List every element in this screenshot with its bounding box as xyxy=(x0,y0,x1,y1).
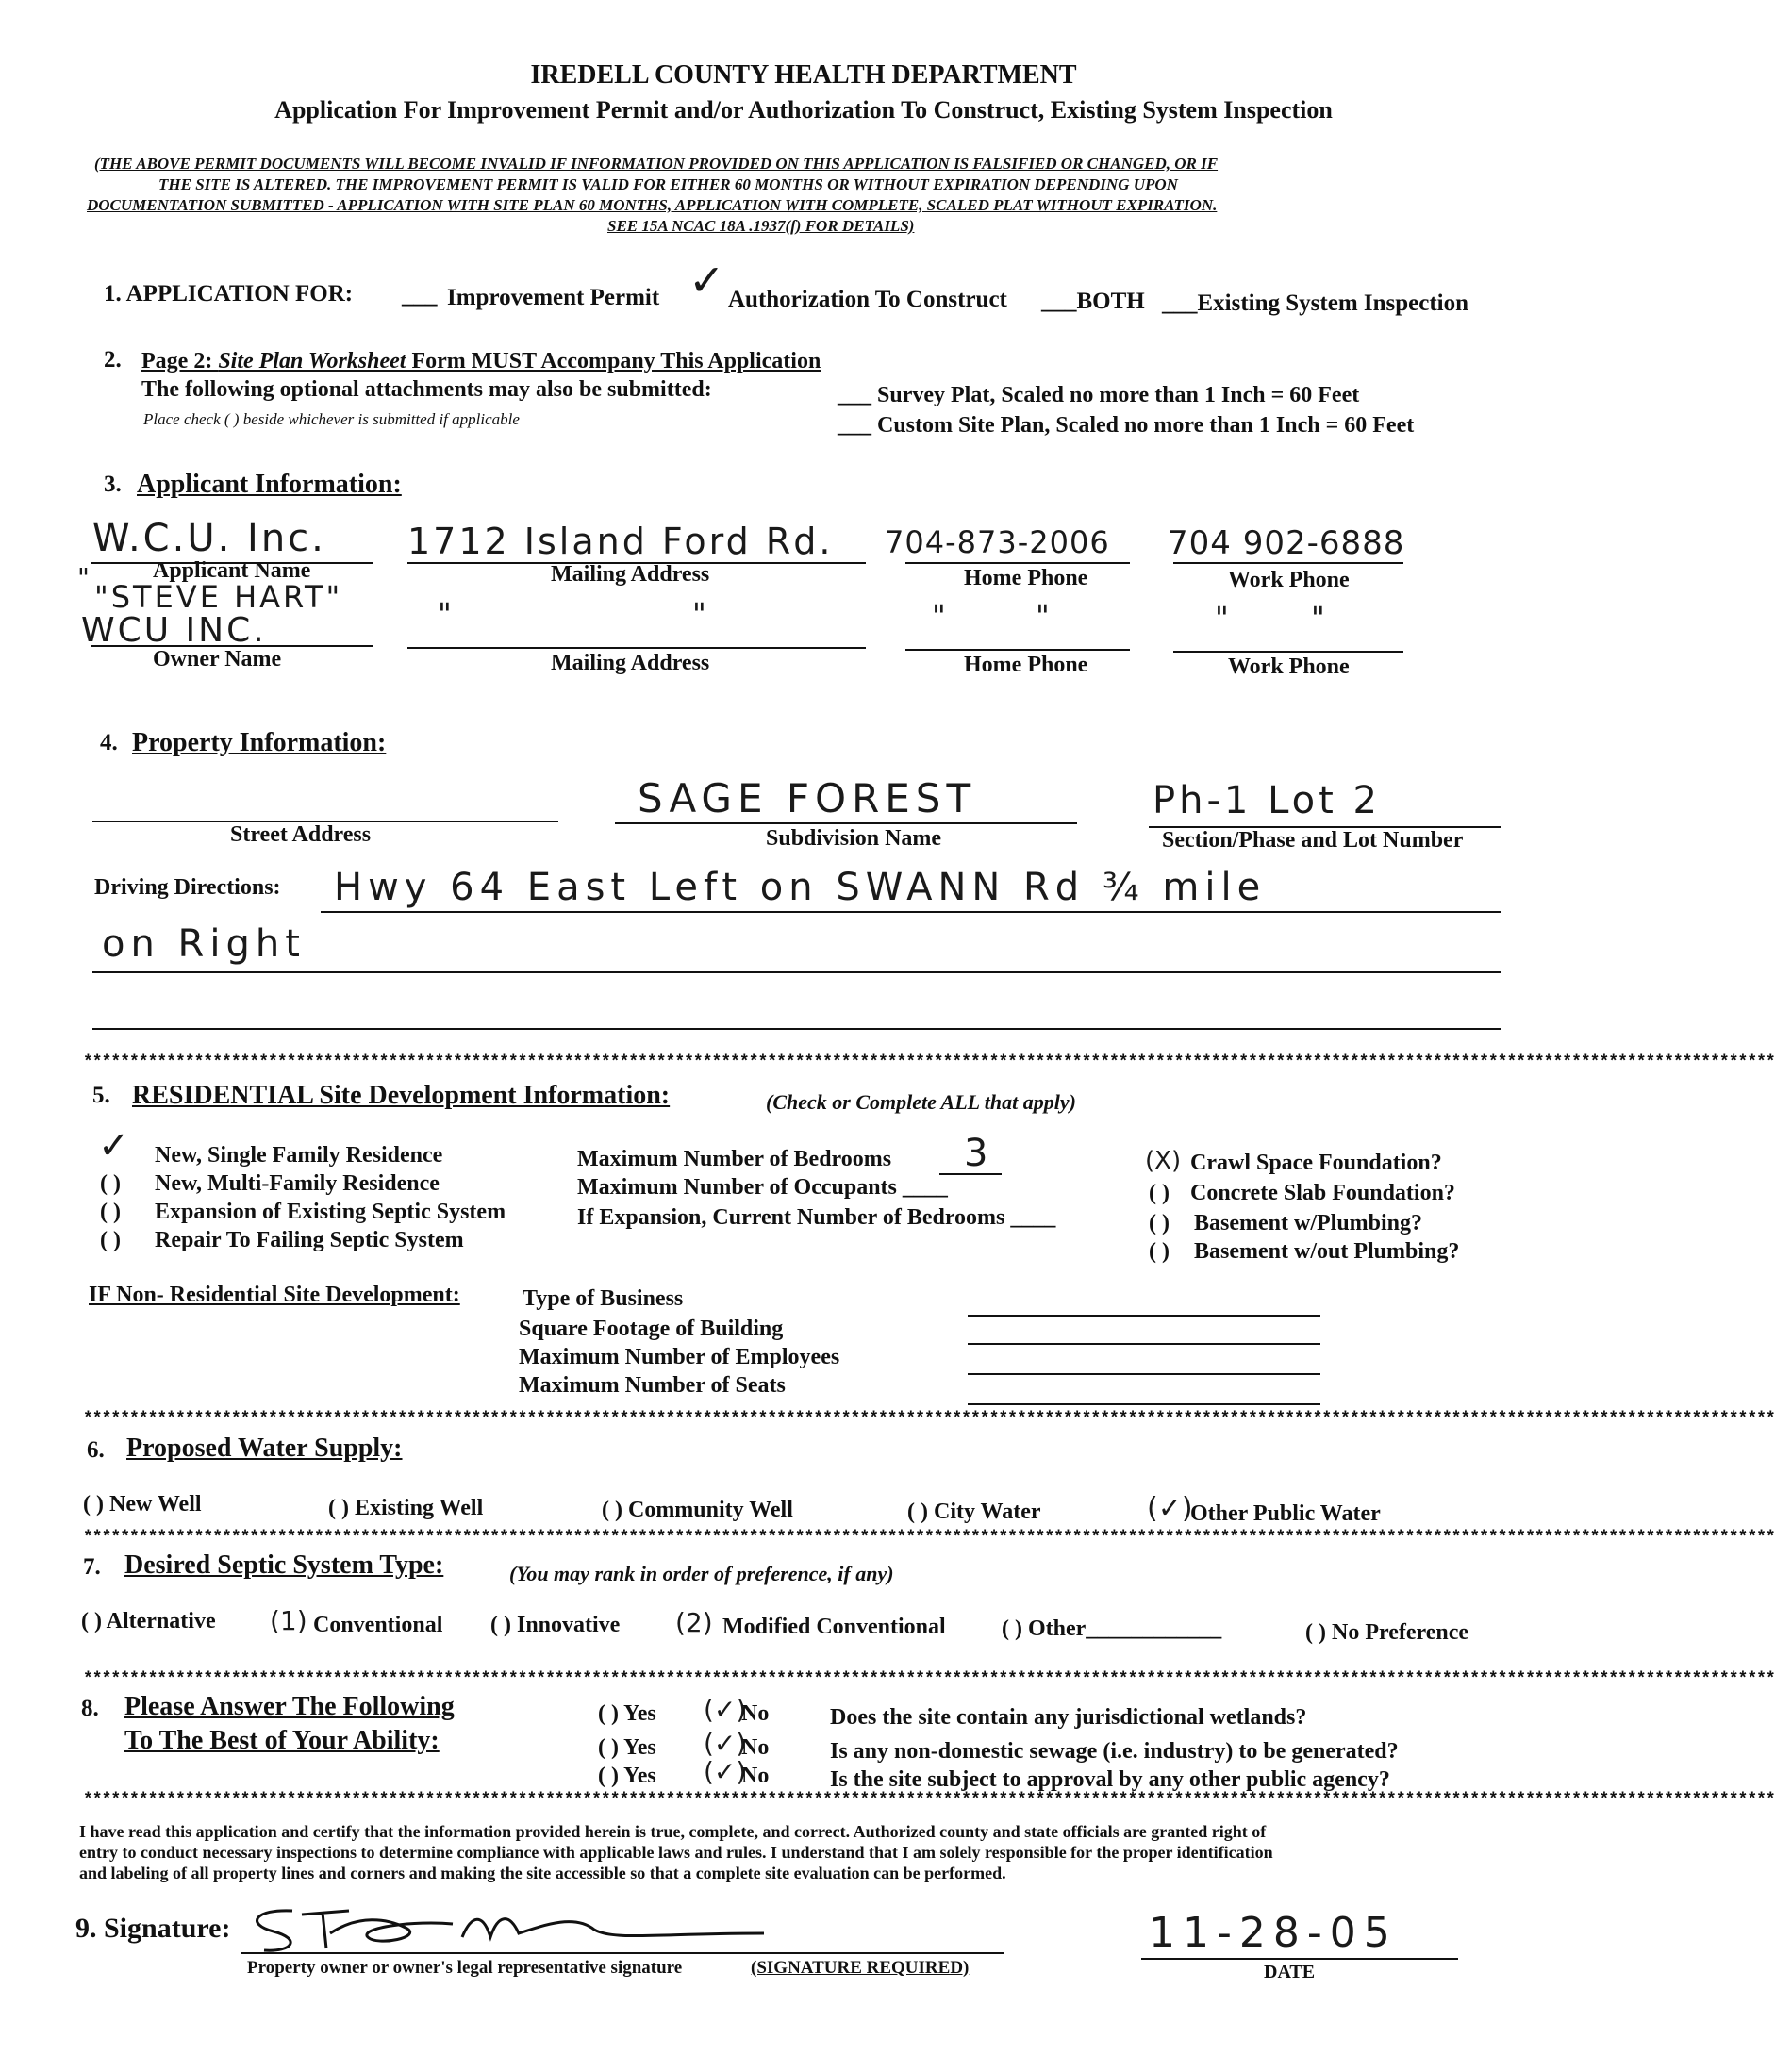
basement-no-plumbing-option: Basement w/out Plumbing? xyxy=(1194,1239,1460,1264)
no-preference-option[interactable]: ( ) No Preference xyxy=(1305,1620,1469,1645)
repair-checkbox[interactable]: ( ) xyxy=(100,1228,121,1252)
improvement-permit-option: Improvement Permit xyxy=(447,285,660,310)
multi-family-option: New, Multi-Family Residence xyxy=(155,1171,440,1196)
single-family-check[interactable]: ✓ xyxy=(98,1124,133,1168)
street-address-label: Street Address xyxy=(230,822,372,847)
owner-mailing-ditto-1: " xyxy=(438,596,455,632)
alternative-option[interactable]: ( ) Alternative xyxy=(81,1609,216,1633)
owner-home-phone-label: Home Phone xyxy=(964,653,1088,677)
max-seats-label: Maximum Number of Seats xyxy=(519,1373,786,1398)
sewage-no: No xyxy=(741,1735,770,1760)
mailing-address-value[interactable]: 1712 Island Ford Rd. xyxy=(407,521,834,562)
section-6-number: 6. xyxy=(87,1437,105,1463)
slab-option: Concrete Slab Foundation? xyxy=(1190,1181,1455,1205)
agency-no: No xyxy=(741,1764,770,1788)
certification-line-1: I have read this application and certify that the information provided herein is true, complete, and correct. Authorized county and state officials are granted right of xyxy=(79,1822,1267,1841)
applicant-contact-value[interactable]: "STEVE HART" xyxy=(94,579,343,615)
expansion-bedrooms-label[interactable]: If Expansion, Current Number of Bedrooms ____ xyxy=(577,1205,1056,1230)
existing-well-option[interactable]: ( ) Existing Well xyxy=(328,1496,484,1520)
non-residential-label: IF Non- Residential Site Development: xyxy=(89,1283,460,1307)
both-option[interactable]: ___BOTH xyxy=(1041,289,1145,314)
agency-question: Is the site subject to approval by any other public agency? xyxy=(830,1767,1390,1792)
conventional-option: Conventional xyxy=(313,1613,443,1637)
community-well-option[interactable]: ( ) Community Well xyxy=(602,1498,793,1522)
business-type-label: Type of Business xyxy=(523,1286,684,1311)
max-bedrooms-value[interactable]: 3 xyxy=(964,1132,991,1175)
septic-type-title: Desired Septic System Type: xyxy=(124,1550,444,1580)
driving-directions-value-2[interactable]: on Right xyxy=(102,922,306,966)
date-label: DATE xyxy=(1264,1962,1316,1982)
section-5-number: 5. xyxy=(92,1083,110,1108)
new-well-option[interactable]: ( ) New Well xyxy=(83,1492,202,1517)
square-footage-label: Square Footage of Building xyxy=(519,1317,784,1341)
owner-home-phone-ditto-1: " xyxy=(932,598,949,634)
agency-no-check[interactable]: (✓) xyxy=(704,1756,747,1787)
section-7-number: 7. xyxy=(83,1554,101,1580)
section-2-number: 2. xyxy=(104,347,122,373)
applicant-name-value[interactable]: W.C.U. Inc. xyxy=(92,517,326,560)
separator-2: *************************************************************************************************************************************************************************************** xyxy=(83,1410,1775,1429)
other-public-water-option: Other Public Water xyxy=(1190,1501,1381,1526)
property-info-title: Property Information: xyxy=(132,728,387,757)
date-value[interactable]: 11-28-05 xyxy=(1149,1909,1398,1957)
max-employees-label: Maximum Number of Employees xyxy=(519,1345,840,1369)
section-lot-value[interactable]: Ph-1 Lot 2 xyxy=(1153,779,1381,822)
max-bedrooms-label: Maximum Number of Bedrooms xyxy=(577,1147,892,1171)
owner-mailing-label: Mailing Address xyxy=(551,651,710,675)
sewage-question: Is any non-domestic sewage (i.e. industry) to be generated? xyxy=(830,1739,1399,1764)
expansion-checkbox[interactable]: ( ) xyxy=(100,1200,121,1224)
slab-checkbox[interactable]: ( ) xyxy=(1149,1181,1170,1205)
improvement-permit-blank[interactable]: ___ xyxy=(402,283,438,308)
max-occupants-label[interactable]: Maximum Number of Occupants ____ xyxy=(577,1175,948,1200)
form-subtitle: Application For Improvement Permit and/or Authorization To Construct, Existing System Inspection xyxy=(274,96,1333,124)
survey-plat-option[interactable]: ___ Survey Plat, Scaled no more than 1 Inch = 60 Feet xyxy=(838,383,1360,407)
applicant-info-title: Applicant Information: xyxy=(137,470,402,499)
form-title: IREDELL COUNTY HEALTH DEPARTMENT xyxy=(530,60,1077,90)
city-water-option[interactable]: ( ) City Water xyxy=(907,1500,1041,1524)
expansion-option: Expansion of Existing Septic System xyxy=(155,1200,506,1224)
owner-home-phone-ditto-2: " xyxy=(1036,598,1053,634)
sewage-yes[interactable]: ( ) Yes xyxy=(598,1735,656,1760)
disclaimer-line-1: (THE ABOVE PERMIT DOCUMENTS WILL BECOME INVALID IF INFORMATION PROVIDED ON THIS APPLICATION IS FALSIFIED OR CHANGED, OR IF xyxy=(94,155,1219,173)
owner-mailing-ditto-2: " xyxy=(692,596,709,632)
signature-caption: Property owner or owner's legal representative signature xyxy=(247,1958,683,1978)
applicant-name-label: Applicant Name xyxy=(153,558,311,583)
home-phone-value[interactable]: 704-873-2006 xyxy=(885,524,1110,560)
residential-title: RESIDENTIAL Site Development Information: xyxy=(132,1081,671,1110)
wetlands-no-check[interactable]: (✓) xyxy=(704,1694,747,1725)
water-supply-title: Proposed Water Supply: xyxy=(126,1434,403,1463)
modified-conventional-rank[interactable]: (2) xyxy=(675,1607,713,1638)
residential-title-note: (Check or Complete ALL that apply) xyxy=(766,1090,1076,1114)
repair-option: Repair To Failing Septic System xyxy=(155,1228,464,1252)
conventional-rank[interactable]: (1) xyxy=(270,1605,307,1636)
septic-type-note: (You may rank in order of preference, if any) xyxy=(509,1562,894,1585)
owner-work-phone-ditto-2: " xyxy=(1311,600,1328,636)
optional-attachments-note: The following optional attachments may also be submitted: xyxy=(141,377,712,402)
separator-3: *************************************************************************************************************************************************************************************** xyxy=(83,1529,1775,1548)
wetlands-no: No xyxy=(741,1701,770,1726)
signature-required-note: (SIGNATURE REQUIRED) xyxy=(751,1958,970,1978)
existing-system-inspection-option[interactable]: ___Existing System Inspection xyxy=(1162,290,1469,316)
disclaimer-line-4: SEE 15A NCAC 18A .1937(f) FOR DETAILS) xyxy=(607,217,915,235)
wetlands-question: Does the site contain any jurisdictional wetlands? xyxy=(830,1705,1307,1730)
authorization-option: Authorization To Construct xyxy=(728,287,1007,312)
innovative-option[interactable]: ( ) Innovative xyxy=(490,1613,621,1637)
subdivision-name-label: Subdivision Name xyxy=(766,826,942,851)
crawl-space-check[interactable]: (X) xyxy=(1145,1147,1182,1175)
owner-work-phone-ditto-1: " xyxy=(1215,600,1232,636)
questions-title-1: Please Answer The Following xyxy=(124,1692,455,1721)
mailing-address-label: Mailing Address xyxy=(551,562,710,587)
site-plan-requirement: Page 2: Site Plan Worksheet Form MUST Accompany This Application xyxy=(141,349,821,373)
custom-site-plan-option[interactable]: ___ Custom Site Plan, Scaled no more than 1 Inch = 60 Feet xyxy=(838,413,1415,438)
separator-4: *************************************************************************************************************************************************************************************** xyxy=(83,1670,1775,1689)
owner-work-phone-label: Work Phone xyxy=(1228,655,1350,679)
other-public-water-check[interactable]: (✓) xyxy=(1147,1492,1193,1525)
other-septic-option[interactable]: ( ) Other____________ xyxy=(1002,1616,1222,1641)
crawl-space-option: Crawl Space Foundation? xyxy=(1190,1151,1442,1175)
applicant-name-ditto: " xyxy=(77,562,92,593)
driving-directions-label: Driving Directions: xyxy=(94,875,281,900)
place-check-note: Place check ( ) beside whichever is submitted if applicable xyxy=(143,410,520,428)
modified-conventional-option: Modified Conventional xyxy=(722,1615,946,1639)
authorization-check-mark[interactable]: ✓ xyxy=(688,255,728,306)
agency-yes[interactable]: ( ) Yes xyxy=(598,1764,656,1788)
owner-name-label: Owner Name xyxy=(153,647,282,671)
disclaimer-line-3: DOCUMENTATION SUBMITTED - APPLICATION WITH SITE PLAN 60 MONTHS, APPLICATION WITH COMPLETE, SCALED PLAT WITHOUT EXPIRATION. xyxy=(87,196,1218,214)
section-lot-label: Section/Phase and Lot Number xyxy=(1162,828,1464,853)
certification-line-2: entry to conduct necessary inspections to determine compliance with applicable laws and rules. I understand that I am solely responsible for the proper identification xyxy=(79,1843,1273,1862)
section-3-number: 3. xyxy=(104,472,122,497)
section-4-number: 4. xyxy=(100,730,118,755)
home-phone-label: Home Phone xyxy=(964,566,1088,590)
disclaimer-line-2: THE SITE IS ALTERED. THE IMPROVEMENT PERMIT IS VALID FOR EITHER 60 MONTHS OR WITHOUT EXPIRATION DEPENDING UPON xyxy=(158,175,1178,193)
single-family-option: New, Single Family Residence xyxy=(155,1143,443,1168)
driving-directions-value-1[interactable]: Hwy 64 East Left on SWANN Rd ¾ mile xyxy=(334,866,1267,909)
separator-1: *************************************************************************************************************************************************************************************** xyxy=(83,1053,1775,1072)
sewage-no-check[interactable]: (✓) xyxy=(704,1728,747,1759)
basement-no-plumbing-checkbox[interactable]: ( ) xyxy=(1149,1239,1170,1264)
subdivision-name-value[interactable]: SAGE FOREST xyxy=(638,775,977,821)
work-phone-value[interactable]: 704 902-6888 xyxy=(1168,524,1405,562)
multi-family-checkbox[interactable]: ( ) xyxy=(100,1171,121,1196)
section-8-number: 8. xyxy=(81,1696,99,1721)
separator-5: *************************************************************************************************************************************************************************************** xyxy=(83,1791,1775,1810)
questions-title-2: To The Best of Your Ability: xyxy=(124,1726,440,1755)
basement-plumbing-option: Basement w/Plumbing? xyxy=(1194,1211,1423,1235)
certification-line-3: and labeling of all property lines and corners and making the site accessible so that a complete site evaluation can be performed. xyxy=(79,1864,1006,1882)
application-for-label: 1. APPLICATION FOR: xyxy=(104,281,354,307)
owner-name-value[interactable]: WCU INC. xyxy=(81,611,267,650)
basement-plumbing-checkbox[interactable]: ( ) xyxy=(1149,1211,1170,1235)
wetlands-yes[interactable]: ( ) Yes xyxy=(598,1701,656,1726)
signature-label: 9. Signature: xyxy=(75,1913,231,1944)
work-phone-label: Work Phone xyxy=(1228,568,1350,592)
